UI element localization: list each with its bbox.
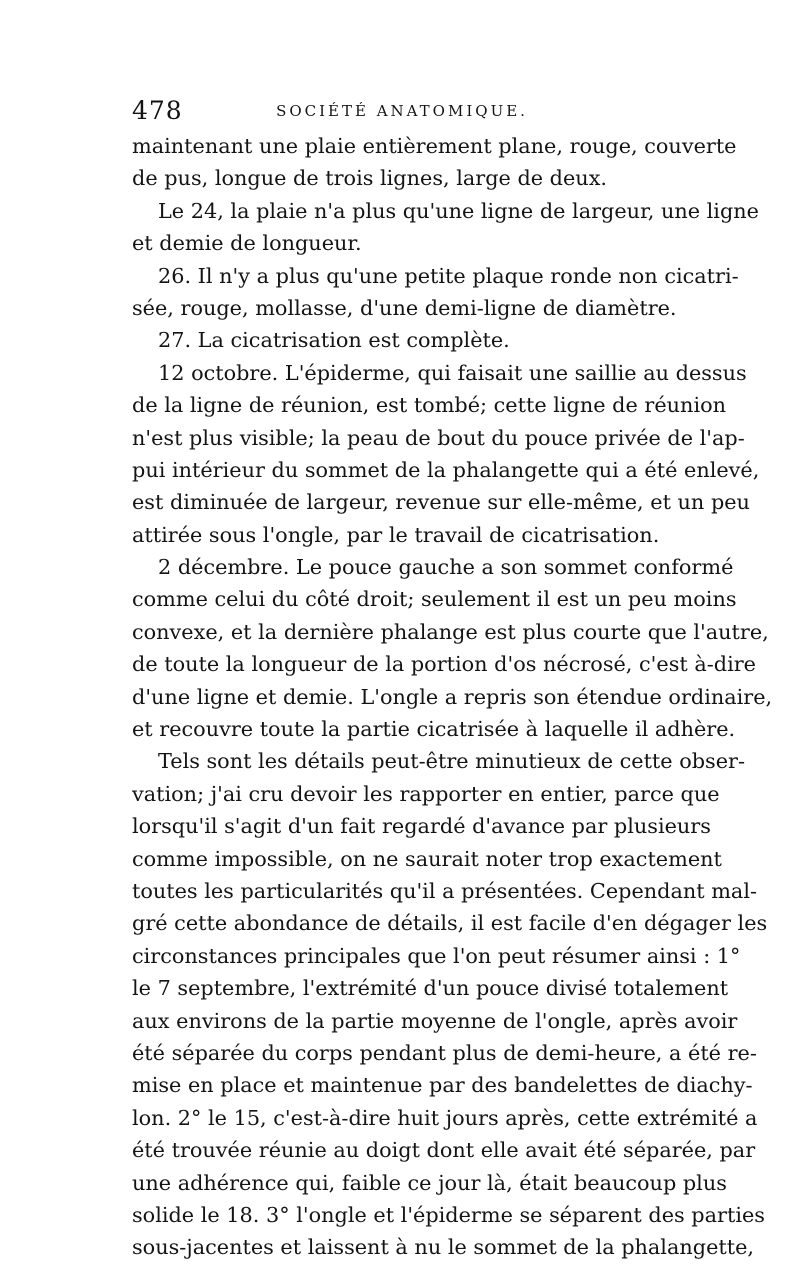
text-line: lorsqu'il s'agit d'un fait regardé d'avance par plusieurs <box>132 814 711 839</box>
text-line: convexe, et la dernière phalange est plus courte que l'autre, <box>132 619 769 644</box>
text-line: lon. 2° le 15, c'est-à-dire huit jours après, cette extrémité a <box>132 1105 758 1130</box>
text-line: attirée sous l'ongle, par le travail de cicatrisation. <box>132 522 660 547</box>
page-number: 478 <box>132 96 183 125</box>
text-line: pui intérieur du sommet de la phalangette qui a été enlevé, <box>132 457 760 482</box>
text-line: gré cette abondance de détails, il est facile d'en dégager les <box>132 911 768 936</box>
text-line: et demie de longueur. <box>132 231 362 256</box>
text-line: le 7 septembre, l'extrémité d'un pouce divisé totalement <box>132 976 729 1001</box>
text-line: de la ligne de réunion, est tombé; cette ligne de réunion <box>132 393 727 418</box>
text-line: vation; j'ai cru devoir les rapporter en entier, parce que <box>132 781 720 806</box>
text-line: 27. La cicatrisation est complète. <box>158 328 510 353</box>
text-line: n'est plus visible; la peau de bout du pouce privée de l'ap- <box>132 425 745 450</box>
text-line: 12 octobre. L'épiderme, qui faisait une saillie au dessus <box>158 360 747 385</box>
text-line: 2 décembre. Le pouce gauche a son sommet conformé <box>158 555 734 580</box>
body-text <box>132 130 773 1264</box>
text-line: sous-jacentes et laissent à nu le sommet de la phalangette, <box>132 1235 755 1260</box>
text-line: été trouvée réunie au doigt dont elle avait été séparée, par <box>132 1138 756 1163</box>
text-line: aux environs de la partie moyenne de l'ongle, après avoir <box>132 1008 738 1033</box>
text-line: de toute la longueur de la portion d'os nécrosé, c'est à-dire <box>132 652 756 677</box>
text-line: et recouvre toute la partie cicatrisée à laquelle il adhère. <box>132 717 736 742</box>
running-head: SOCIÉTÉ ANATOMIQUE. <box>276 102 528 120</box>
text-line: solide le 18. 3° l'ongle et l'épiderme se séparent des parties <box>132 1202 765 1227</box>
text-line: comme impossible, on ne saurait noter trop exactement <box>132 846 722 871</box>
text-line: comme celui du côté droit; seulement il est un peu moins <box>132 587 737 612</box>
text-line: Le 24, la plaie n'a plus qu'une ligne de largeur, une ligne <box>158 198 759 223</box>
text-line: circonstances principales que l'on peut résumer ainsi : 1° <box>132 943 741 968</box>
page-header <box>132 96 672 126</box>
text-line: de pus, longue de trois lignes, large de deux. <box>132 166 608 191</box>
text-line: est diminuée de largeur, revenue sur elle-même, et un peu <box>132 490 750 515</box>
text-line: Tels sont les détails peut-être minutieux de cette obser- <box>158 749 745 774</box>
text-line: une adhérence qui, faible ce jour là, était beaucoup plus <box>132 1170 727 1195</box>
text-line: 26. Il n'y a plus qu'une petite plaque ronde non cicatri- <box>158 263 739 288</box>
text-line: mise en place et maintenue par des bandelettes de diachy- <box>132 1073 753 1098</box>
text-line: été séparée du corps pendant plus de demi-heure, a été re- <box>132 1040 757 1065</box>
text-line: maintenant une plaie entièrement plane, rouge, couverte <box>132 134 737 158</box>
text-line: d'une ligne et demie. L'ongle a repris son étendue ordinaire, <box>132 684 773 709</box>
text-line: sée, rouge, mollasse, d'une demi-ligne de diamètre. <box>132 295 677 320</box>
text-line: toutes les particularités qu'il a présentées. Cependant mal- <box>132 878 758 903</box>
